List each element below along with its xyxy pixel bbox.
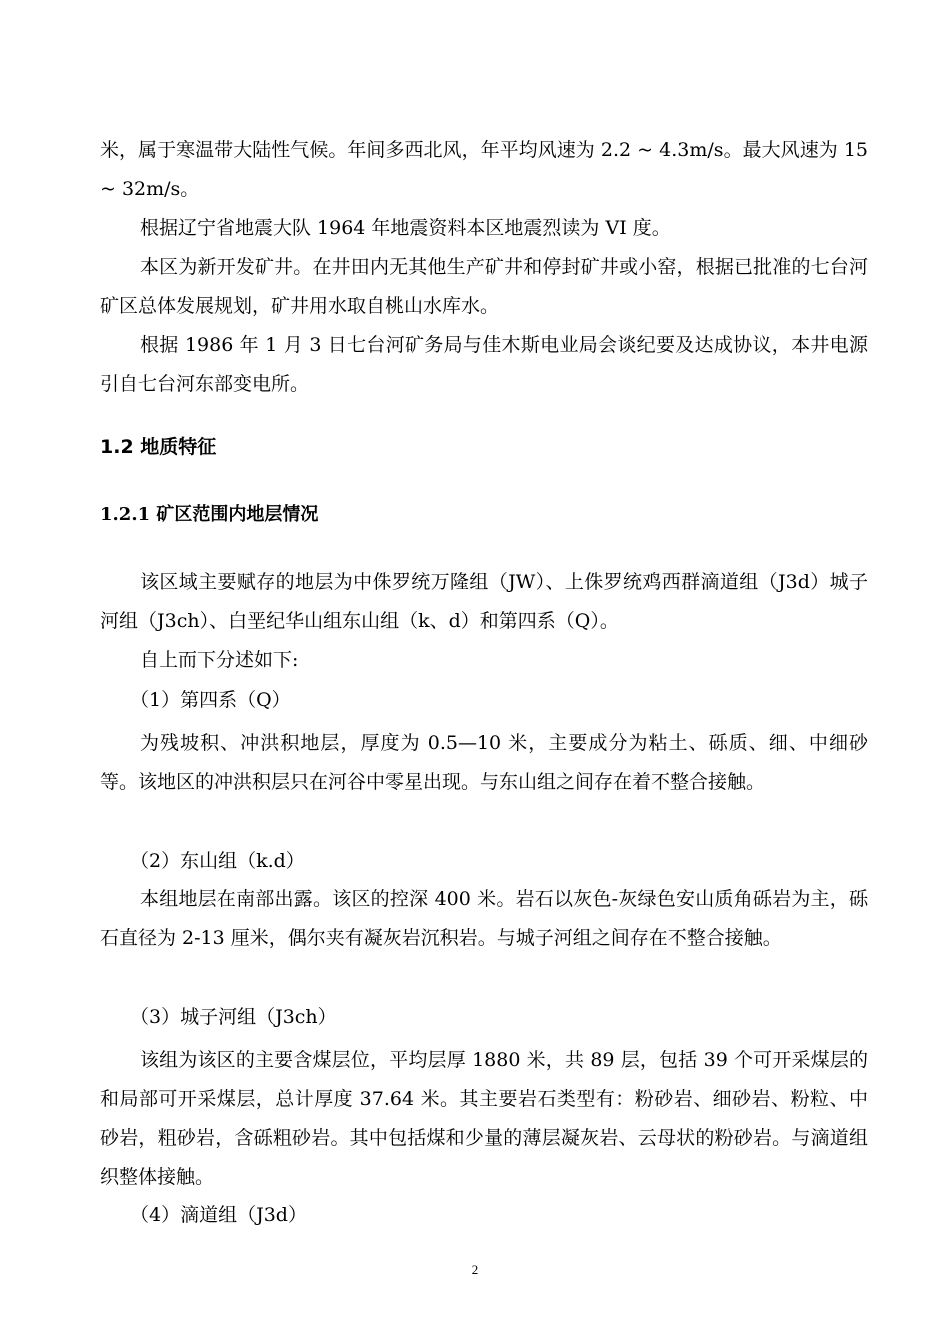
paragraph-climate: 米，属于寒温带大陆性气候。年间多西北风，年平均风速为 2.2 ~ 4.3m/s。最大风速为 15 ~ 32m/s。 [100, 139, 868, 200]
paragraph-water-supply: 本区为新开发矿井。在井田内无其他生产矿井和停封矿井或小窑，根据已批准的七台河矿区总体发展规划，矿井用水取自桃山水库水。 [100, 256, 868, 317]
paragraph-power-supply: 根据 1986 年 1 月 3 日七台河矿务局与佳木斯电业局会谈纪要及达成协议，本井电源引自七台河东部变电所。 [100, 334, 868, 395]
paragraph-strata-overview: 该区域主要赋存的地层为中侏罗统万隆组（JW）、上侏罗统鸡西群滴道组（J3d）城子河组（J3ch）、白垩纪华山组东山组（k、d）和第四系（Q）。 [100, 571, 868, 632]
list-item-dongshan: （2）东山组（k.d） [130, 850, 305, 872]
section-heading-geology: 1.2 地质特征 [100, 436, 217, 458]
paragraph-quaternary: 为残坡积、冲洪积地层，厚度为 0.5—10 米，主要成分为粘土、砾质、细、中细砂等。该地区的冲洪积层只在河谷中零星出现。与东山组之间存在着不整合接触。 [100, 732, 868, 793]
list-item-didao: （4）滴道组（J3d） [130, 1204, 307, 1226]
page-number: 2 [471, 1262, 479, 1277]
paragraph-description-intro: 自上而下分述如下: [140, 649, 299, 671]
list-item-quaternary: （1）第四系（Q） [130, 689, 291, 711]
paragraph-dongshan: 本组地层在南部出露。该区的控深 400 米。岩石以灰色-灰绿色安山质角砾岩为主，砾石直径为 2-13 厘米，偶尔夹有凝灰岩沉积岩。与城子河组之间存在不整合接触。 [100, 888, 868, 949]
subsection-heading-strata: 1.2.1 矿区范围内地层情况 [100, 504, 319, 525]
paragraph-chengzihe: 该组为该区的主要含煤层位，平均层厚 1880 米，共 89 层，包括 39 个可开采煤层的和局部可开采煤层，总计厚度 37.64 米。其主要岩石类型有：粉砂岩、细砂岩、粉粒、中砂岩，粗砂岩，含砾粗砂岩。其中包括煤和少量的薄层凝灰岩、云母状的粉砂岩。与滴道组织整体接触。 [100, 1049, 868, 1188]
paragraph-earthquake: 根据辽宁省地震大队 1964 年地震资料本区地震烈读为 VI 度。 [140, 217, 671, 239]
list-item-chengzihe: （3）城子河组（J3ch） [130, 1006, 337, 1028]
